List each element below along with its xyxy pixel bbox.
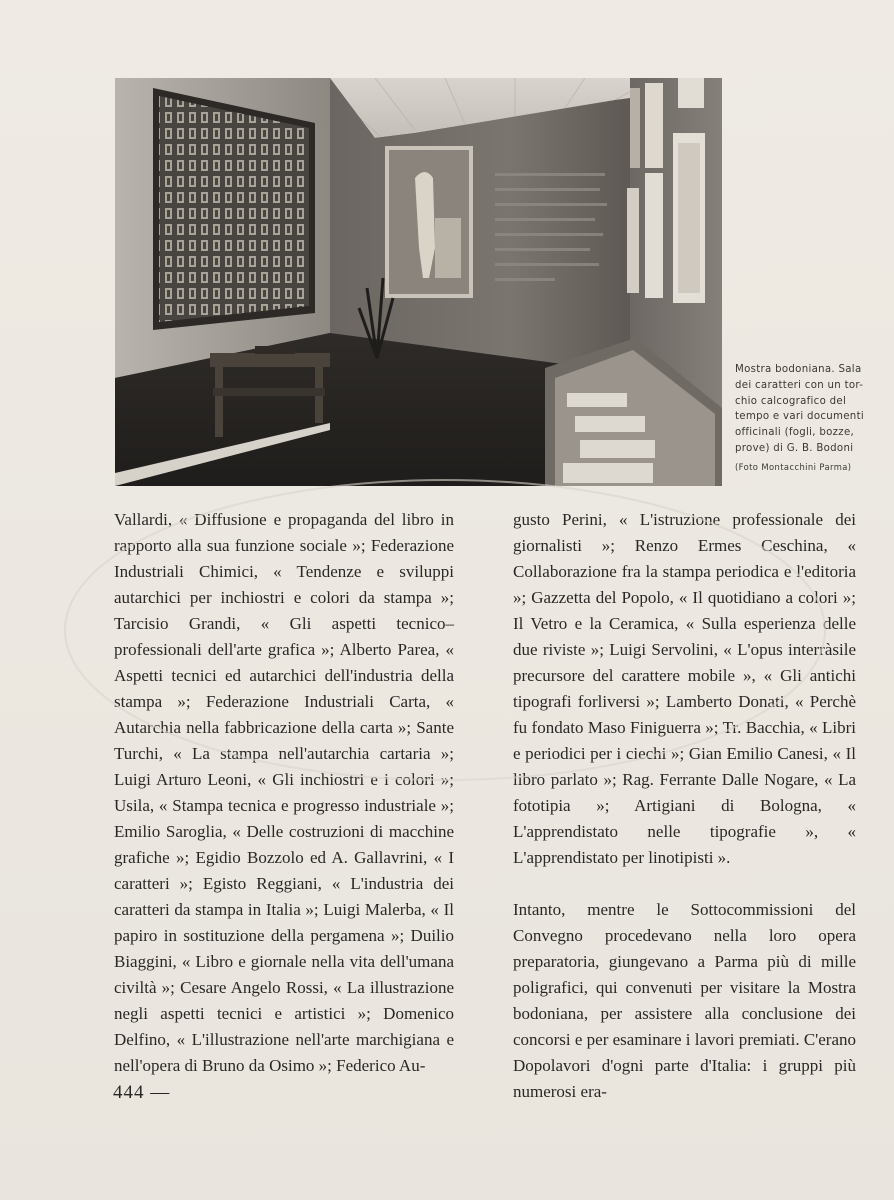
body-paragraph: Intanto, mentre le Sottocommissioni del Convegno procedevano nella loro opera preparatoria, giungevano a Parma più di mille poligrafici, qui convenuti per visitare la Mostra bodoniana, per assistere alla conclusione dei concorsi e per esaminare i lavori premiati. C'erano Dopolavori d'ogni parte d'Italia: i gruppi più numerosi era-: [513, 900, 856, 1101]
exhibition-photo: [115, 78, 722, 486]
caption-line: prove) di G. B. Bodoni: [735, 442, 854, 454]
caption-line: dei caratteri con un tor-: [735, 379, 864, 391]
body-paragraph: gusto Perini, « L'istruzione professionale dei giornalisti »; Renzo Ermes Ceschina, « Collaborazione fra la stampa periodica e l'editoria »; Gazzetta del Popolo, « Il quotidiano a colori »; Il Vetro e la Ceramica, « Sulla esperienza delle due riviste »; Luigi Servolini, « L'opus interràsile precursore del carattere mobile », « Gli antichi tipografi forliversi »; Lamberto Donati, « Perchè fu fondato Maso Finiguerra »; Tr. Bacchia, « Libri e periodici per i ciechi »; Gian Emilio Canesi, « Il libro parlato »; Rag. Ferrante Dalle Nogare, « La fototipia »; Artigiani di Bologna, « L'apprendistato nelle tipografie », « L'apprendistato per linotipisti ».: [513, 510, 856, 867]
left-text-column: [114, 507, 454, 1079]
caption-line: officinali (fogli, bozze,: [735, 427, 855, 439]
right-text-column: [513, 507, 856, 1105]
caption-line: tempo e vari documenti: [735, 411, 864, 423]
photo-credit: (Foto Montacchini Parma): [735, 461, 852, 472]
photo-caption: [735, 362, 875, 476]
caption-line: chio calcografico del: [735, 395, 847, 407]
caption-line: Mostra bodoniana. Sala: [735, 364, 862, 375]
body-paragraph: Vallardi, « Diffusione e propaganda del libro in rapporto alla sua funzione sociale »; Federazione Industriali Chimici, « Tendenze e sviluppi autarchici per inchiostri e colori da stampa »; Tarcisio Grandi, « Gli aspetti tecnico–professionali dell'arte grafica »; Alberto Parea, « Aspetti tecnici ed autarchici dell'industria della stampa »; Federazione Industriali Carta, « Autarchia nella fabbricazione della carta »; Sante Turchi, « La stampa nell'autarchia cartaria »; Luigi Arturo Leoni, « Gli inchiostri e i colori »; Usila, « Stampa tecnica e progresso industriale »; Emilio Saroglia, « Delle costruzioni di macchine grafiche »; Egidio Bozzolo ed A. Gallavrini, « I caratteri »; Egisto Reggiani, « L'industria dei caratteri da stampa in Italia »; Luigi Malerba, « Il papiro in sostituzione della pergamena »; Duilio Biaggini, « Libro e giornale nella vita dell'umana civiltà »; Cesare Angelo Rossi, « La illustrazione negli aspetti tecnici e artistici »; Domenico Delfino, « L'illustrazione nell'arte marchigiana e nell'opera di Bruno da Osimo »; Federico Au-: [114, 510, 454, 1075]
page-number: 444 —: [113, 1082, 171, 1103]
